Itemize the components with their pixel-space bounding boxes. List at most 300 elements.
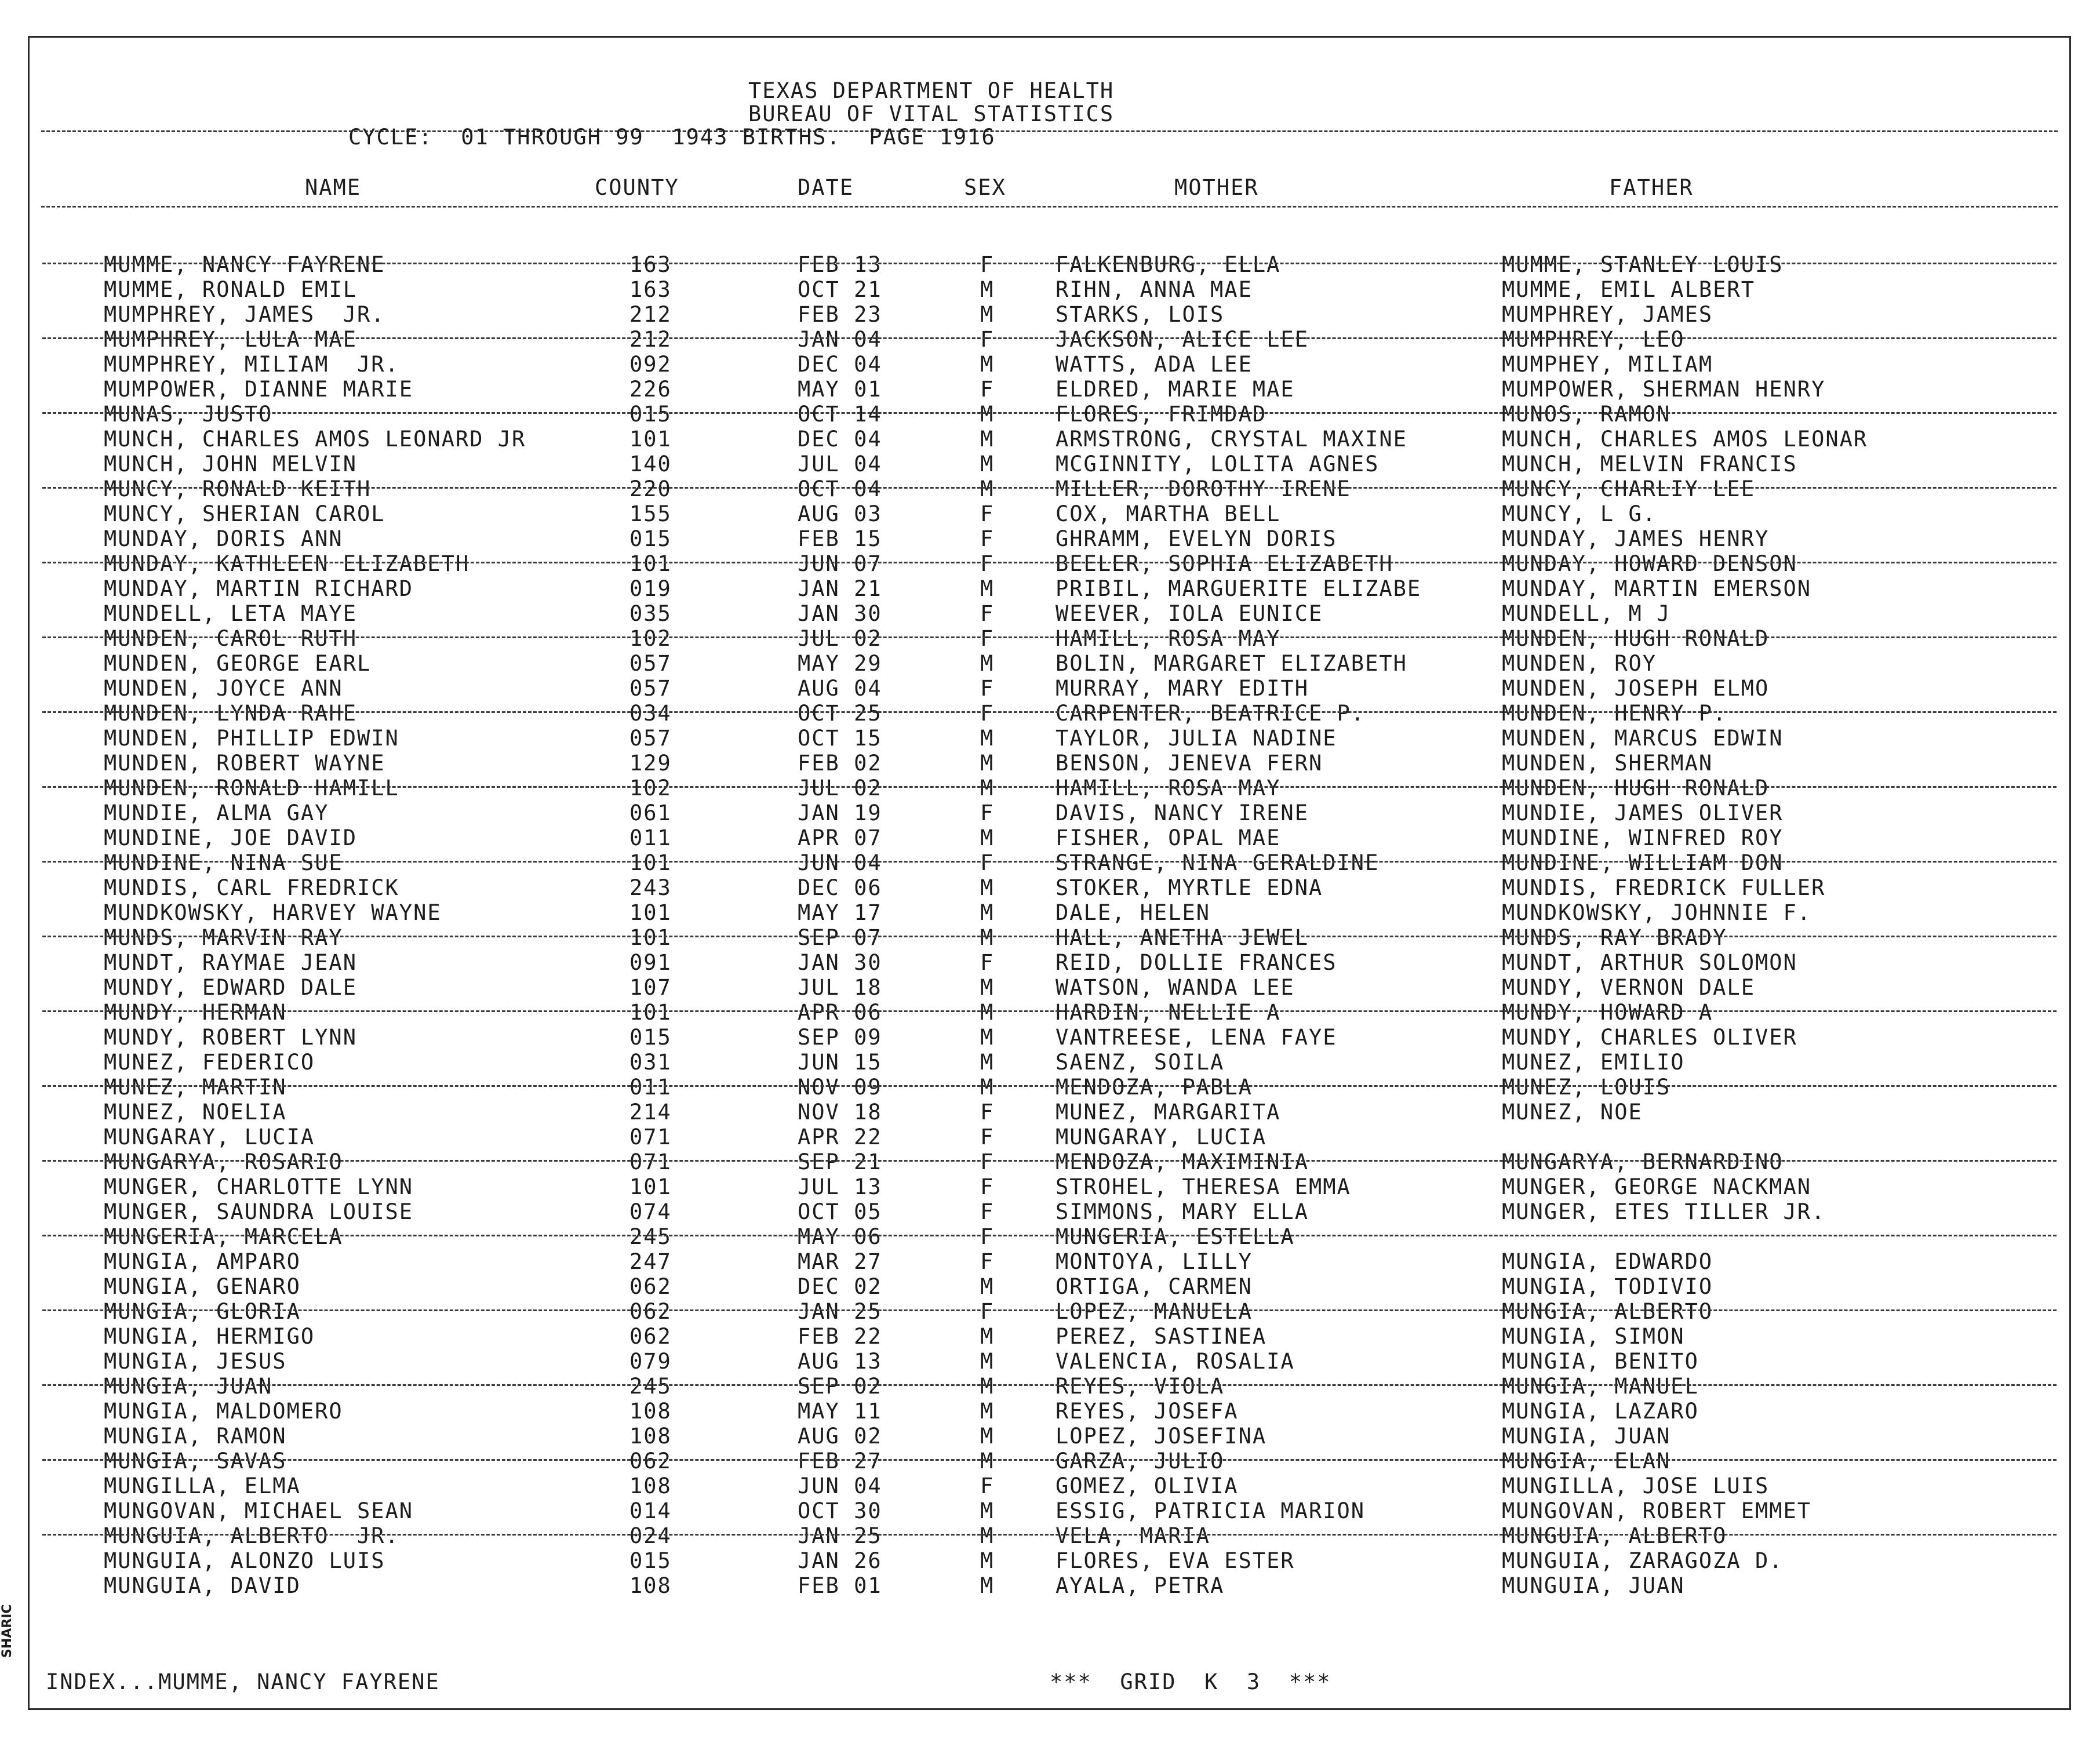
record-sex: M <box>980 975 995 1000</box>
column-header-name: NAME <box>305 175 362 200</box>
record-date: NOV 18 <box>798 1100 882 1125</box>
record-mother: WATTS, ADA LEE <box>1056 352 1253 377</box>
record-father: MUNDELL, M J <box>1502 601 1671 626</box>
record-county: 015 <box>629 402 672 427</box>
record-sex: M <box>980 1449 995 1474</box>
record-sex: F <box>980 1100 995 1125</box>
record-name: MUNDAY, DORIS ANN <box>104 526 343 551</box>
record-sex: F <box>980 626 995 651</box>
record-date: FEB 22 <box>798 1324 882 1349</box>
record-county: 102 <box>629 776 672 801</box>
table-row <box>30 701 2069 726</box>
record-sex: F <box>980 950 995 975</box>
record-date: JUN 04 <box>798 1474 882 1498</box>
record-mother: PRIBIL, MARGUERITE ELIZABE <box>1056 576 1422 601</box>
record-county: 057 <box>629 676 672 701</box>
record-county: 107 <box>629 975 672 1000</box>
table-row <box>30 1424 2069 1449</box>
record-date: SEP 02 <box>798 1374 882 1399</box>
side-mark: SHARIC <box>0 1604 14 1658</box>
record-father: MUNCY, CHARLIY LEE <box>1502 476 1755 501</box>
record-name: MUNCY, RONALD KEITH <box>104 476 372 501</box>
record-mother: TAYLOR, JULIA NADINE <box>1056 726 1337 751</box>
record-father: MUNDEN, MARCUS EDWIN <box>1502 726 1784 751</box>
record-sex: M <box>980 925 995 950</box>
record-county: 101 <box>629 850 672 875</box>
record-date: OCT 30 <box>798 1498 882 1523</box>
record-date: DEC 06 <box>798 875 882 900</box>
column-header-sex: SEX <box>964 175 1006 200</box>
record-sex: F <box>980 1174 995 1199</box>
column-header-mother: MOTHER <box>1174 175 1259 200</box>
record-date: JAN 25 <box>798 1523 882 1548</box>
record-father: MUNDY, VERNON DALE <box>1502 975 1755 1000</box>
record-father: MUNDIE, JAMES OLIVER <box>1502 801 1784 825</box>
table-row <box>30 1025 2069 1050</box>
record-date: OCT 21 <box>798 277 882 302</box>
table-row <box>30 1449 2069 1474</box>
record-father: MUNDEN, HUGH RONALD <box>1502 626 1770 651</box>
table-row <box>30 825 2069 850</box>
record-date: OCT 14 <box>798 402 882 427</box>
record-county: 015 <box>629 1025 672 1050</box>
record-mother: BENSON, JENEVA FERN <box>1056 751 1323 776</box>
record-date: JAN 30 <box>798 601 882 626</box>
record-date: JUL 18 <box>798 975 882 1000</box>
record-county: 057 <box>629 651 672 676</box>
record-date: JAN 26 <box>798 1548 882 1573</box>
record-father: MUNGILLA, JOSE LUIS <box>1502 1474 1770 1498</box>
record-father: MUNGER, ETES TILLER JR. <box>1502 1199 1826 1224</box>
record-date: DEC 02 <box>798 1274 882 1299</box>
record-sex: F <box>980 1249 995 1274</box>
column-header-county: COUNTY <box>595 175 679 200</box>
record-name: MUNDEN, PHILLIP EDWIN <box>104 726 399 751</box>
table-row <box>30 327 2069 352</box>
column-header-rule <box>41 206 2058 208</box>
record-county: 092 <box>629 352 672 377</box>
record-sex: F <box>980 1299 995 1324</box>
record-sex: M <box>980 825 995 850</box>
table-row <box>30 676 2069 701</box>
record-county: 108 <box>629 1424 672 1449</box>
record-mother: HAMILL, ROSA MAY <box>1056 776 1281 801</box>
record-sex: M <box>980 1324 995 1349</box>
record-mother: FLORES, EVA ESTER <box>1056 1548 1295 1573</box>
record-mother: MURRAY, MARY EDITH <box>1056 676 1309 701</box>
record-sex: M <box>980 1424 995 1449</box>
table-row <box>30 452 2069 476</box>
record-mother: STRANGE, NINA GERALDINE <box>1056 850 1380 875</box>
record-sex: M <box>980 476 995 501</box>
record-date: OCT 04 <box>798 476 882 501</box>
record-county: 061 <box>629 801 672 825</box>
record-date: JUL 04 <box>798 452 882 476</box>
record-name: MUNGIA, SAVAS <box>104 1449 287 1474</box>
record-county: 102 <box>629 626 672 651</box>
record-father: MUNGIA, BENITO <box>1502 1349 1699 1374</box>
record-mother: GHRAMM, EVELYN DORIS <box>1056 526 1337 551</box>
document-frame <box>28 36 2071 1710</box>
record-date: JUL 02 <box>798 626 882 651</box>
table-row <box>30 252 2069 277</box>
record-name: MUNDEN, ROBERT WAYNE <box>104 751 385 776</box>
record-sex: M <box>980 776 995 801</box>
record-name: MUNGOVAN, MICHAEL SEAN <box>104 1498 414 1523</box>
record-father: MUNGARYA, BERNARDINO <box>1502 1149 1784 1174</box>
table-row <box>30 427 2069 452</box>
record-name: MUNDEN, CAROL RUTH <box>104 626 357 651</box>
record-sex: F <box>980 676 995 701</box>
record-sex: M <box>980 352 995 377</box>
record-sex: M <box>980 1573 995 1598</box>
record-name: MUMME, NANCY FAYRENE <box>104 252 385 277</box>
record-name: MUNGIA, JUAN <box>104 1374 273 1399</box>
record-mother: JACKSON, ALICE LEE <box>1056 327 1309 352</box>
table-row <box>30 1100 2069 1125</box>
record-father: MUNGIA, MANUEL <box>1502 1374 1699 1399</box>
header-cycle: CYCLE: 01 THROUGH 99 1943 BIRTHS. PAGE 1916 <box>348 125 996 150</box>
record-county: 101 <box>629 900 672 925</box>
record-county: 247 <box>629 1249 672 1274</box>
record-date: JAN 04 <box>798 327 882 352</box>
record-mother: FALKENBURG, ELLA <box>1056 252 1281 277</box>
record-county: 071 <box>629 1149 672 1174</box>
record-father: MUNDIS, FREDRICK FULLER <box>1502 875 1826 900</box>
record-county: 071 <box>629 1125 672 1149</box>
record-date: JUN 07 <box>798 551 882 576</box>
record-date: MAY 17 <box>798 900 882 925</box>
record-sex: F <box>980 526 995 551</box>
record-sex: M <box>980 402 995 427</box>
record-mother: PEREZ, SASTINEA <box>1056 1324 1267 1349</box>
table-row <box>30 377 2069 402</box>
table-row <box>30 1299 2069 1324</box>
record-sex: M <box>980 651 995 676</box>
record-date: JAN 25 <box>798 1299 882 1324</box>
record-mother: HALL, ANETHA JEWEL <box>1056 925 1309 950</box>
record-father: MUNGUIA, ZARAGOZA D. <box>1502 1548 1784 1573</box>
record-sex: M <box>980 1523 995 1548</box>
record-father: MUNDEN, SHERMAN <box>1502 751 1713 776</box>
record-father: MUNDEN, JOSEPH ELMO <box>1502 676 1770 701</box>
record-father: MUNEZ, NOE <box>1502 1100 1643 1125</box>
table-row <box>30 526 2069 551</box>
record-mother: STOKER, MYRTLE EDNA <box>1056 875 1323 900</box>
record-name: MUNDY, EDWARD DALE <box>104 975 357 1000</box>
record-date: AUG 04 <box>798 676 882 701</box>
table-row <box>30 651 2069 676</box>
record-county: 163 <box>629 277 672 302</box>
record-name: MUNDELL, LETA MAYE <box>104 601 357 626</box>
record-father: MUNDY, HOWARD A <box>1502 1000 1713 1025</box>
table-row <box>30 1174 2069 1199</box>
record-name: MUNGIA, AMPARO <box>104 1249 301 1274</box>
record-sex: F <box>980 801 995 825</box>
record-county: 129 <box>629 751 672 776</box>
record-mother: STROHEL, THERESA EMMA <box>1056 1174 1351 1199</box>
record-mother: VELA, MARIA <box>1056 1523 1211 1548</box>
record-name: MUNGIA, GENARO <box>104 1274 301 1299</box>
record-father: MUNGIA, ELAN <box>1502 1449 1671 1474</box>
record-father: MUNEZ, LOUIS <box>1502 1075 1671 1100</box>
record-name: MUNDAY, MARTIN RICHARD <box>104 576 414 601</box>
record-county: 091 <box>629 950 672 975</box>
record-mother: MILLER, DOROTHY IRENE <box>1056 476 1351 501</box>
record-father: MUNDINE, WINFRED ROY <box>1502 825 1784 850</box>
record-name: MUNDEN, LYNDA RAHE <box>104 701 357 726</box>
record-name: MUNGIA, MALDOMERO <box>104 1399 343 1424</box>
table-row <box>30 726 2069 751</box>
table-row <box>30 1374 2069 1399</box>
record-mother: MENDOZA, PABLA <box>1056 1075 1253 1100</box>
table-row <box>30 950 2069 975</box>
record-name: MUNGIA, GLORIA <box>104 1299 301 1324</box>
header-bureau: BUREAU OF VITAL STATISTICS <box>748 101 1115 126</box>
table-row <box>30 1274 2069 1299</box>
record-date: JUN 04 <box>798 850 882 875</box>
record-name: MUMME, RONALD EMIL <box>104 277 357 302</box>
table-row <box>30 776 2069 801</box>
record-sex: F <box>980 1125 995 1149</box>
record-father: MUNGIA, EDWARDO <box>1502 1249 1713 1274</box>
record-sex: M <box>980 1274 995 1299</box>
table-row <box>30 277 2069 302</box>
record-mother: ELDRED, MARIE MAE <box>1056 377 1295 402</box>
record-date: MAY 11 <box>798 1399 882 1424</box>
record-county: 243 <box>629 875 672 900</box>
record-county: 101 <box>629 427 672 452</box>
record-county: 108 <box>629 1399 672 1424</box>
record-county: 140 <box>629 452 672 476</box>
record-name: MUNEZ, FEDERICO <box>104 1050 315 1075</box>
record-sex: M <box>980 576 995 601</box>
record-county: 108 <box>629 1573 672 1598</box>
record-father: MUNCH, CHARLES AMOS LEONAR <box>1502 427 1868 452</box>
record-mother: CARPENTER, BEATRICE P. <box>1056 701 1366 726</box>
record-county: 031 <box>629 1050 672 1075</box>
record-mother: HAMILL, ROSA MAY <box>1056 626 1281 651</box>
record-father: MUNGUIA, JUAN <box>1502 1573 1685 1598</box>
table-row <box>30 801 2069 825</box>
record-date: MAY 06 <box>798 1224 882 1249</box>
table-row <box>30 1249 2069 1274</box>
footer-grid: *** GRID K 3 *** <box>1050 1669 1331 1694</box>
record-father: MUMPHREY, JAMES <box>1502 302 1713 327</box>
record-name: MUNEZ, MARTIN <box>104 1075 287 1100</box>
column-header-father: FATHER <box>1609 175 1694 200</box>
record-mother: ARMSTRONG, CRYSTAL MAXINE <box>1056 427 1407 452</box>
table-row <box>30 1125 2069 1149</box>
record-name: MUNDY, HERMAN <box>104 1000 287 1025</box>
record-father: MUNGER, GEORGE NACKMAN <box>1502 1174 1812 1199</box>
record-father: MUNGIA, JUAN <box>1502 1424 1671 1449</box>
record-county: 245 <box>629 1374 672 1399</box>
record-mother: MUNEZ, MARGARITA <box>1056 1100 1281 1125</box>
table-row <box>30 352 2069 377</box>
record-father: MUNGOVAN, ROBERT EMMET <box>1502 1498 1812 1523</box>
record-name: MUNGIA, RAMON <box>104 1424 287 1449</box>
table-row <box>30 925 2069 950</box>
table-row <box>30 1075 2069 1100</box>
record-date: JAN 19 <box>798 801 882 825</box>
record-sex: M <box>980 1050 995 1075</box>
table-row <box>30 1000 2069 1025</box>
record-mother: FISHER, OPAL MAE <box>1056 825 1281 850</box>
record-sex: M <box>980 1498 995 1523</box>
record-sex: M <box>980 427 995 452</box>
record-name: MUNCH, CHARLES AMOS LEONARD JR <box>104 427 526 452</box>
record-mother: WATSON, WANDA LEE <box>1056 975 1295 1000</box>
record-name: MUNGUIA, DAVID <box>104 1573 301 1598</box>
record-county: 034 <box>629 701 672 726</box>
record-sex: M <box>980 751 995 776</box>
table-row <box>30 900 2069 925</box>
record-date: AUG 13 <box>798 1349 882 1374</box>
record-mother: MUNGERIA, ESTELLA <box>1056 1224 1295 1249</box>
table-row <box>30 601 2069 626</box>
record-mother: MONTOYA, LILLY <box>1056 1249 1253 1274</box>
record-date: APR 07 <box>798 825 882 850</box>
record-date: AUG 03 <box>798 501 882 526</box>
record-father: MUNDT, ARTHUR SOLOMON <box>1502 950 1797 975</box>
record-county: 212 <box>629 327 672 352</box>
record-name: MUNDEN, JOYCE ANN <box>104 676 343 701</box>
record-sex: M <box>980 452 995 476</box>
footer-index: INDEX...MUMME, NANCY FAYRENE <box>46 1669 440 1694</box>
record-mother: BOLIN, MARGARET ELIZABETH <box>1056 651 1407 676</box>
record-mother: AYALA, PETRA <box>1056 1573 1225 1598</box>
record-county: 101 <box>629 551 672 576</box>
record-name: MUNGERIA, MARCELA <box>104 1224 343 1249</box>
record-name: MUNCH, JOHN MELVIN <box>104 452 357 476</box>
table-row <box>30 551 2069 576</box>
record-father: MUNDS, RAY BRADY <box>1502 925 1727 950</box>
record-sex: F <box>980 327 995 352</box>
record-father: MUNCY, L G. <box>1502 501 1657 526</box>
record-date: JAN 30 <box>798 950 882 975</box>
record-county: 155 <box>629 501 672 526</box>
record-name: MUNGUIA, ALBERTO JR. <box>104 1523 399 1548</box>
record-date: FEB 13 <box>798 252 882 277</box>
record-date: JUL 02 <box>798 776 882 801</box>
record-date: OCT 15 <box>798 726 882 751</box>
table-row <box>30 1199 2069 1224</box>
record-name: MUMPHREY, LULA MAE <box>104 327 357 352</box>
table-row <box>30 1149 2069 1174</box>
record-county: 014 <box>629 1498 672 1523</box>
record-name: MUNGILLA, ELMA <box>104 1474 301 1498</box>
table-row <box>30 626 2069 651</box>
record-county: 057 <box>629 726 672 751</box>
record-mother: REID, DOLLIE FRANCES <box>1056 950 1337 975</box>
record-sex: F <box>980 701 995 726</box>
record-name: MUNDINE, JOE DAVID <box>104 825 357 850</box>
table-row <box>30 1573 2069 1598</box>
record-sex: M <box>980 726 995 751</box>
record-date: MAY 01 <box>798 377 882 402</box>
record-date: JUL 13 <box>798 1174 882 1199</box>
record-date: FEB 01 <box>798 1573 882 1598</box>
header-agency: TEXAS DEPARTMENT OF HEALTH <box>748 78 1115 103</box>
record-name: MUNDINE, NINA SUE <box>104 850 343 875</box>
record-name: MUNDEN, RONALD HAMILL <box>104 776 399 801</box>
record-county: 019 <box>629 576 672 601</box>
record-mother: MENDOZA, MAXIMINIA <box>1056 1149 1309 1174</box>
record-mother: ESSIG, PATRICIA MARION <box>1056 1498 1366 1523</box>
record-father: MUMPHREY, LEO <box>1502 327 1685 352</box>
record-date: SEP 07 <box>798 925 882 950</box>
record-mother: MUNGARAY, LUCIA <box>1056 1125 1267 1149</box>
table-row <box>30 875 2069 900</box>
record-mother: MCGINNITY, LOLITA AGNES <box>1056 452 1380 476</box>
record-father: MUNDAY, JAMES HENRY <box>1502 526 1770 551</box>
table-row <box>30 501 2069 526</box>
record-name: MUNGER, SAUNDRA LOUISE <box>104 1199 414 1224</box>
record-county: 011 <box>629 825 672 850</box>
record-sex: M <box>980 900 995 925</box>
record-name: MUNDAY, KATHLEEN ELIZABETH <box>104 551 470 576</box>
record-father: MUNDAY, MARTIN EMERSON <box>1502 576 1812 601</box>
record-sex: M <box>980 1548 995 1573</box>
record-mother: VANTREESE, LENA FAYE <box>1056 1025 1337 1050</box>
record-date: NOV 09 <box>798 1075 882 1100</box>
record-father: MUNEZ, EMILIO <box>1502 1050 1685 1075</box>
record-sex: M <box>980 1075 995 1100</box>
record-date: OCT 05 <box>798 1199 882 1224</box>
record-name: MUNGER, CHARLOTTE LYNN <box>104 1174 414 1199</box>
table-row <box>30 1523 2069 1548</box>
record-mother: SIMMONS, MARY ELLA <box>1056 1199 1309 1224</box>
record-county: 035 <box>629 601 672 626</box>
record-sex: M <box>980 277 995 302</box>
record-date: APR 22 <box>798 1125 882 1149</box>
record-date: FEB 02 <box>798 751 882 776</box>
record-mother: REYES, JOSEFA <box>1056 1399 1239 1424</box>
record-date: DEC 04 <box>798 352 882 377</box>
record-date: AUG 02 <box>798 1424 882 1449</box>
record-sex: M <box>980 875 995 900</box>
table-row <box>30 402 2069 427</box>
record-mother: HARDIN, NELLIE A <box>1056 1000 1281 1025</box>
record-county: 015 <box>629 1548 672 1573</box>
record-name: MUNDIE, ALMA GAY <box>104 801 329 825</box>
record-county: 101 <box>629 1174 672 1199</box>
record-mother: LOPEZ, MANUELA <box>1056 1299 1253 1324</box>
table-row <box>30 1498 2069 1523</box>
record-mother: ORTIGA, CARMEN <box>1056 1274 1253 1299</box>
record-name: MUNGARAY, LUCIA <box>104 1125 315 1149</box>
record-sex: M <box>980 1000 995 1025</box>
record-name: MUNDT, RAYMAE JEAN <box>104 950 357 975</box>
record-sex: M <box>980 1349 995 1374</box>
record-name: MUMPHREY, MILIAM JR. <box>104 352 399 377</box>
record-sex: F <box>980 601 995 626</box>
record-mother: DALE, HELEN <box>1056 900 1211 925</box>
record-father: MUNGUIA, ALBERTO <box>1502 1523 1727 1548</box>
record-mother: GARZA, JULIO <box>1056 1449 1225 1474</box>
record-mother: VALENCIA, ROSALIA <box>1056 1349 1295 1374</box>
record-name: MUNCY, SHERIAN CAROL <box>104 501 385 526</box>
record-mother: SAENZ, SOILA <box>1056 1050 1225 1075</box>
record-date: JAN 21 <box>798 576 882 601</box>
record-sex: M <box>980 1399 995 1424</box>
record-date: OCT 25 <box>798 701 882 726</box>
record-father: MUMPHEY, MILIAM <box>1502 352 1713 377</box>
record-father: MUNCH, MELVIN FRANCIS <box>1502 452 1797 476</box>
record-county: 101 <box>629 1000 672 1025</box>
record-sex: F <box>980 1199 995 1224</box>
